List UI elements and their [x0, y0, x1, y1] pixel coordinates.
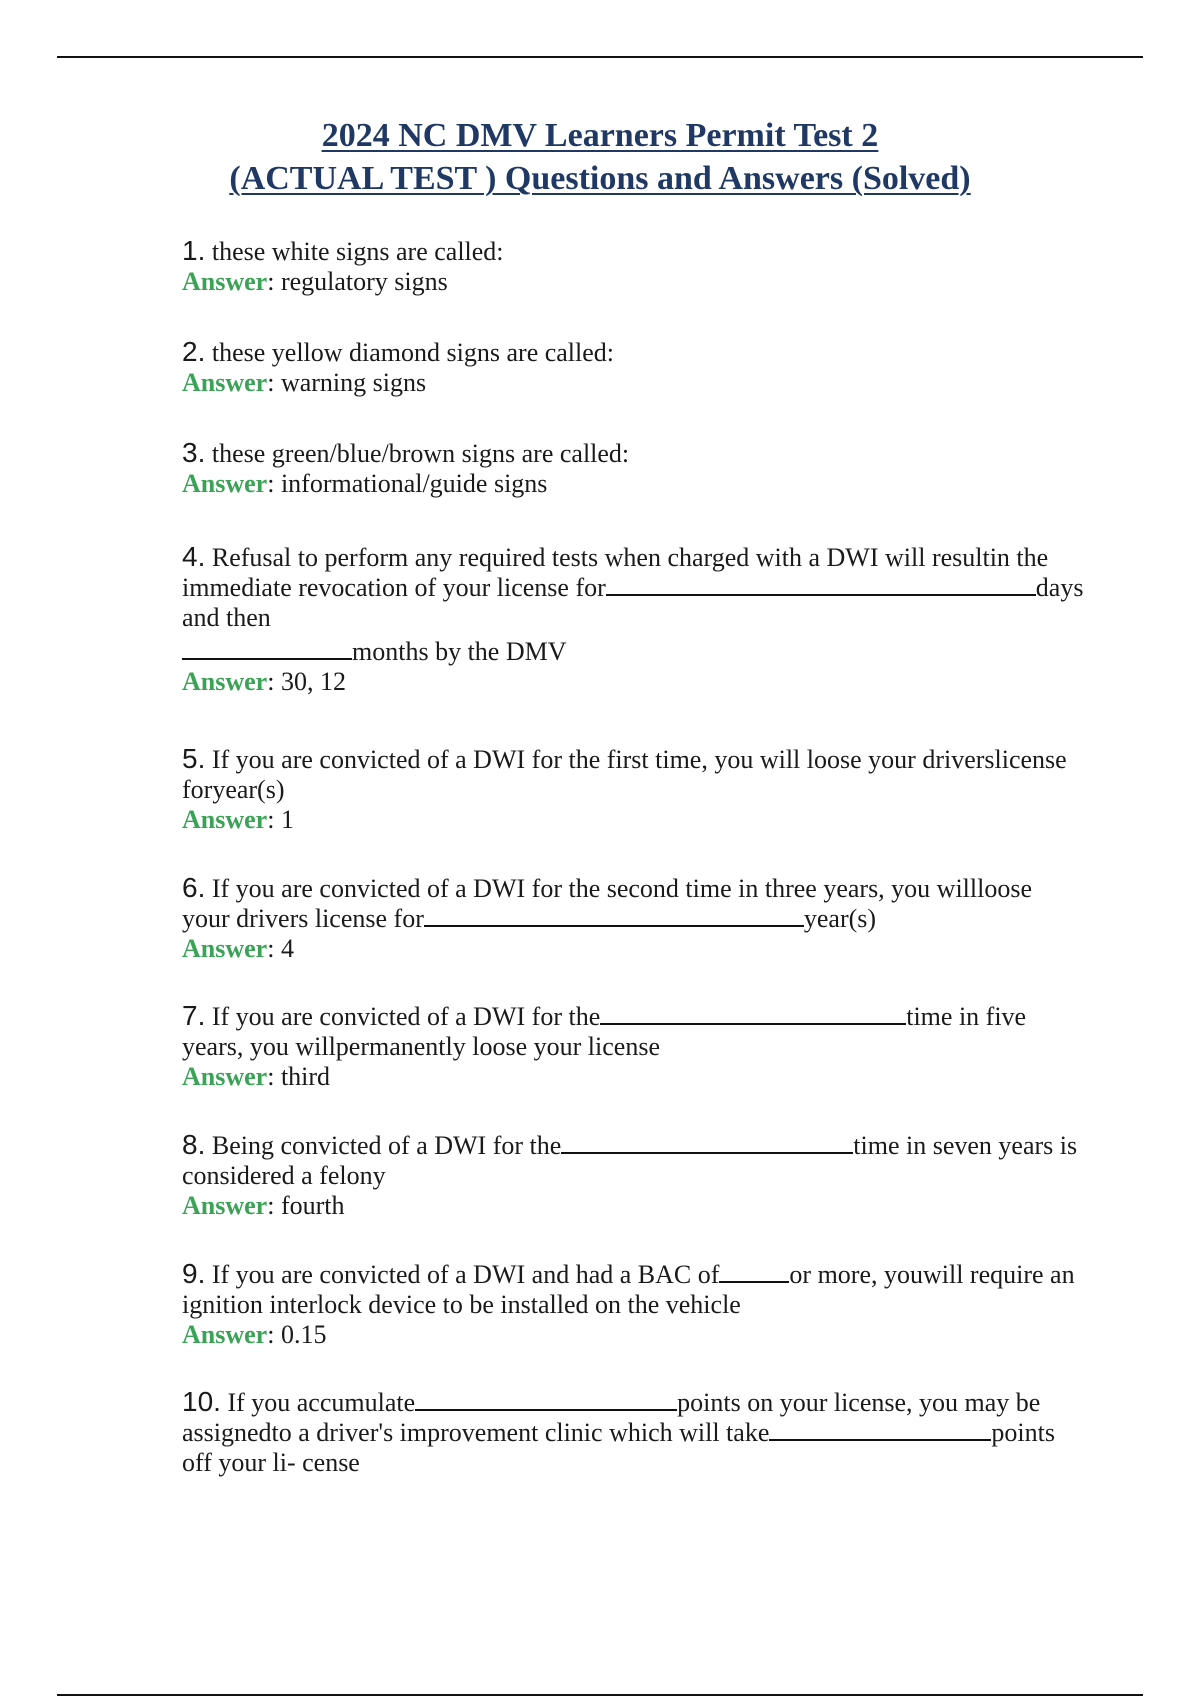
question-text-c: years, you willpermanently loose your license: [182, 1032, 660, 1061]
question-text-a: If you accumulate: [227, 1388, 416, 1417]
question-text: these white signs are called:: [211, 237, 504, 266]
question-text-b: points on your license, you may be: [677, 1388, 1041, 1417]
answer-blank: [182, 638, 352, 660]
answer-text: : 0.15: [267, 1320, 327, 1349]
question-number: 10.: [182, 1386, 221, 1417]
question-number: 5.: [182, 743, 206, 774]
title-line-1: 2024 NC DMV Learners Permit Test 2: [321, 117, 879, 154]
answer-blank: [719, 1261, 789, 1283]
question-text-b: your drivers license for: [182, 904, 424, 933]
question-text-b: time in seven years is: [853, 1131, 1078, 1160]
answer-label: Answer: [182, 934, 268, 963]
question-8: [182, 1130, 1142, 1221]
answer-text: : warning signs: [267, 368, 427, 397]
answer-blank: [415, 1389, 677, 1411]
answer-text: : informational/guide signs: [267, 469, 548, 498]
question-number: 2.: [182, 336, 206, 367]
question-text-a: If you are convicted of a DWI and had a BAC of: [211, 1260, 720, 1289]
question-text: these yellow diamond signs are called:: [211, 338, 615, 367]
question-number: 8.: [182, 1129, 206, 1160]
question-text-a: Being convicted of a DWI for the: [211, 1131, 562, 1160]
answer-blank: [769, 1419, 991, 1441]
question-1: [182, 236, 1142, 297]
answer-blank: [600, 1003, 906, 1025]
question-text-d: points: [991, 1418, 1055, 1447]
question-text-c: year(s): [803, 904, 877, 933]
question-number: 9.: [182, 1258, 206, 1289]
question-7: [182, 1001, 1142, 1092]
answer-label: Answer: [182, 1062, 268, 1091]
title-line-2: (ACTUAL TEST ) Questions and Answers (Solved): [229, 160, 971, 197]
answer-label: Answer: [182, 1320, 268, 1349]
answer-label: Answer: [182, 267, 268, 296]
page-title: [0, 114, 1200, 200]
question-text-e: off your li- cense: [182, 1448, 360, 1477]
answer-text: : 4: [267, 934, 294, 963]
question-number: 1.: [182, 235, 206, 266]
question-text-b: time in five: [906, 1002, 1027, 1031]
question-text-d: and then: [182, 603, 271, 632]
question-text-a: If you are convicted of a DWI for the: [211, 1002, 601, 1031]
answer-blank: [606, 574, 1036, 596]
question-2: [182, 337, 1142, 398]
answer-label: Answer: [182, 368, 268, 397]
answer-label: Answer: [182, 805, 268, 834]
question-3: [182, 438, 1142, 499]
question-6: [182, 873, 1142, 964]
question-number: 3.: [182, 437, 206, 468]
question-text-b: or more, youwill require an: [789, 1260, 1075, 1289]
question-number: 7.: [182, 1000, 206, 1031]
answer-text: : regulatory signs: [267, 267, 448, 296]
answer-label: Answer: [182, 667, 268, 696]
question-text-a: If you are convicted of a DWI for the second time in three years, you willloose: [211, 874, 1033, 903]
question-text-b: immediate revocation of your license for: [182, 573, 606, 602]
question-text-c: considered a felony: [182, 1161, 386, 1190]
answer-text: : third: [267, 1062, 331, 1091]
answer-blank: [561, 1132, 853, 1154]
question-text-b: foryear(s): [182, 775, 285, 804]
question-text-a: If you are convicted of a DWI for the first time, you will loose your driverslicense: [211, 745, 1067, 774]
top-rule: [57, 56, 1143, 58]
bottom-rule: [57, 1694, 1143, 1696]
answer-label: Answer: [182, 1191, 268, 1220]
question-text: these green/blue/brown signs are called:: [211, 439, 630, 468]
question-4: [182, 542, 1142, 697]
question-text-c: assignedto a driver's improvement clinic which will take: [182, 1418, 770, 1447]
answer-blank: [424, 905, 804, 927]
question-5: [182, 744, 1142, 835]
question-number: 4.: [182, 541, 206, 572]
answer-text: : 30, 12: [267, 667, 346, 696]
question-10: [182, 1387, 1142, 1478]
answer-label: Answer: [182, 469, 268, 498]
question-text-c: ignition interlock device to be installed on the vehicle: [182, 1290, 741, 1319]
question-number: 6.: [182, 872, 206, 903]
question-9: [182, 1259, 1142, 1350]
question-text-e: months by the DMV: [352, 637, 567, 666]
answer-text: : fourth: [267, 1191, 345, 1220]
question-text-a: Refusal to perform any required tests when charged with a DWI will resultin the: [211, 543, 1049, 572]
question-text-c: days: [1035, 573, 1084, 602]
answer-text: : 1: [267, 805, 294, 834]
